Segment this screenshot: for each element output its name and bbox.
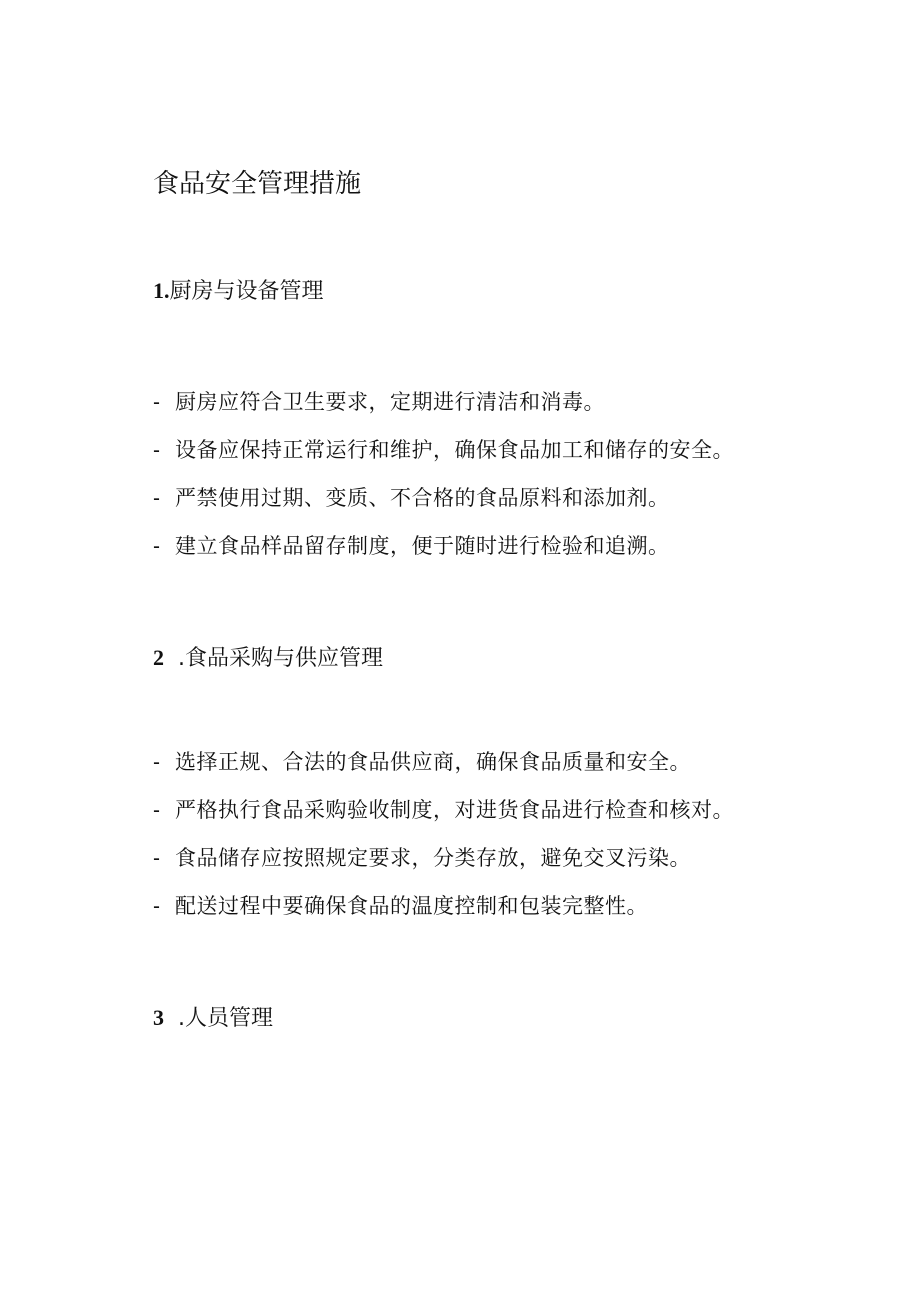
list-item (153, 522, 734, 570)
list-item-text: 严禁使用过期、变质、不合格的食品原料和添加剂。 (175, 486, 670, 510)
list-item-text: 厨房应符合卫生要求，定期进行清洁和消毒。 (175, 390, 605, 414)
list-item (153, 378, 734, 426)
section-2-list (153, 738, 734, 930)
list-item-text: 配送过程中要确保食品的温度控制和包装完整性。 (175, 894, 648, 918)
list-dash: - (153, 487, 161, 510)
section-1-list (153, 378, 734, 570)
list-item (153, 474, 734, 522)
section-title: 厨房与设备管理 (169, 279, 324, 304)
section-title: .食品采购与供应管理 (178, 646, 383, 671)
list-item-text: 选择正规、合法的食品供应商，确保食品质量和安全。 (175, 750, 691, 774)
section-heading-1 (153, 276, 324, 307)
list-item-text: 严格执行食品采购验收制度，对进货食品进行检查和核对。 (175, 798, 734, 822)
list-item (153, 834, 734, 882)
list-item (153, 882, 734, 930)
section-number: 3 (153, 1005, 164, 1030)
list-item (153, 786, 734, 834)
list-item-text: 设备应保持正常运行和维护，确保食品加工和储存的安全。 (175, 438, 734, 462)
section-number: 1. (153, 278, 170, 303)
list-dash: - (153, 439, 161, 462)
list-dash: - (153, 895, 161, 918)
list-item (153, 426, 734, 474)
section-heading-3 (153, 1003, 273, 1034)
list-dash: - (153, 847, 161, 870)
list-item-text: 建立食品样品留存制度，便于随时进行检验和追溯。 (175, 534, 670, 558)
section-title: .人员管理 (178, 1006, 273, 1031)
list-dash: - (153, 535, 161, 558)
section-number: 2 (153, 645, 164, 670)
document-title: 食品安全管理措施 (153, 169, 362, 199)
list-dash: - (153, 751, 161, 774)
list-dash: - (153, 799, 161, 822)
list-item-text: 食品储存应按照规定要求，分类存放，避免交叉污染。 (175, 846, 691, 870)
list-dash: - (153, 391, 161, 414)
section-heading-2 (153, 643, 383, 674)
list-item (153, 738, 734, 786)
